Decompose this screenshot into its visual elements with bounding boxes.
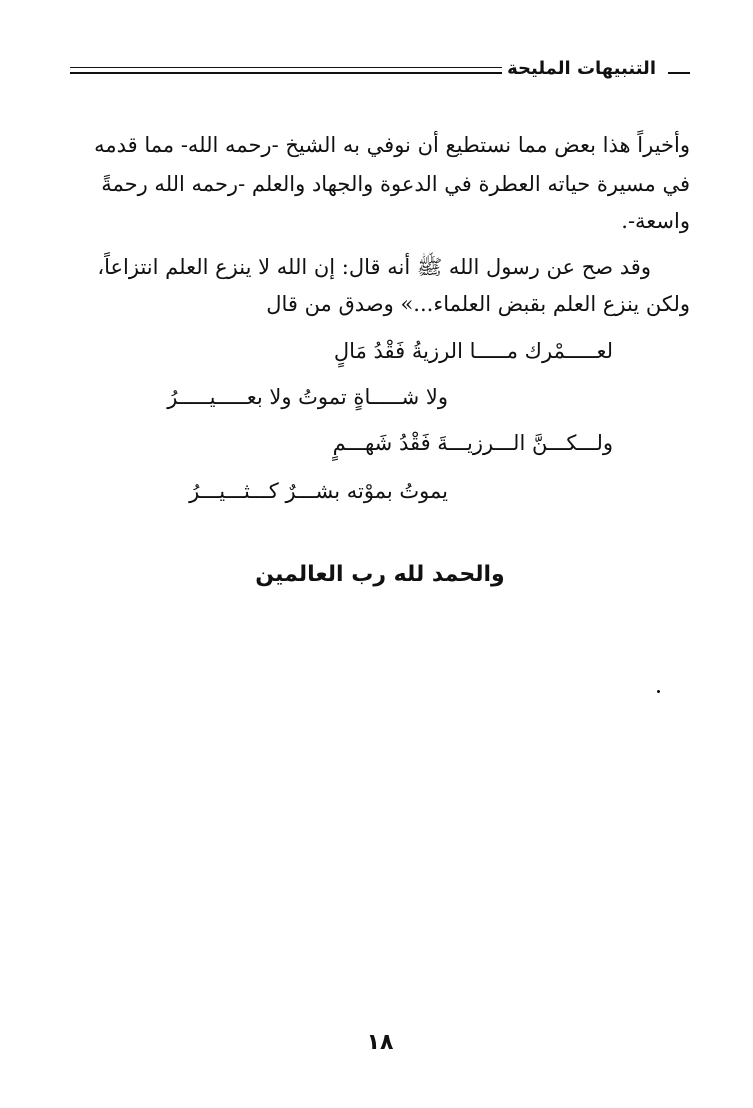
header-rule-top — [70, 67, 502, 68]
header-rule-bottom — [70, 72, 502, 74]
poem-verse-4: يموتُ بموْته بشـــرٌ كـــثـــيـــرُ — [189, 479, 448, 503]
header-dash — [668, 72, 690, 74]
poem-verse-2: ولا شـــــاةٍ تموتُ ولا بعـــــيـــــرُ — [167, 385, 448, 409]
paragraph-1-line-1: وأخيراً هذا بعض مما نستطيع أن نوفي به الشيخ -رحمه الله- مما قدمه — [94, 133, 690, 157]
poem-verse-3: ولـــكـــنَّ الـــرزيـــةَ فَقْدُ شَهـــمٍ — [332, 431, 613, 455]
closing-phrase: والحمد لله رب العالمين — [255, 562, 505, 587]
stray-dot — [657, 690, 660, 693]
paragraph-2-line-2: ولكن ينزع العلم بقبض العلماء...» وصدق من قال — [266, 292, 690, 316]
paragraph-2-line-1: وقد صح عن رسول الله ﷺ أنه قال: إن الله لا ينزع العلم انتزاعاً، — [97, 255, 651, 279]
page-header — [70, 58, 690, 88]
paragraph-1-line-2: في مسيرة حياته العطرة في الدعوة والجهاد والعلم -رحمه الله رحمةً — [101, 172, 690, 196]
paragraph-1-line-3: واسعة-. — [621, 209, 690, 233]
poem-verse-1: لعـــــمْرك مـــــا الرزيةُ فَقْدُ مَالٍ — [333, 339, 613, 363]
running-title: التنبيهات المليحة — [507, 58, 656, 79]
page-number: ١٨ — [366, 1030, 394, 1055]
